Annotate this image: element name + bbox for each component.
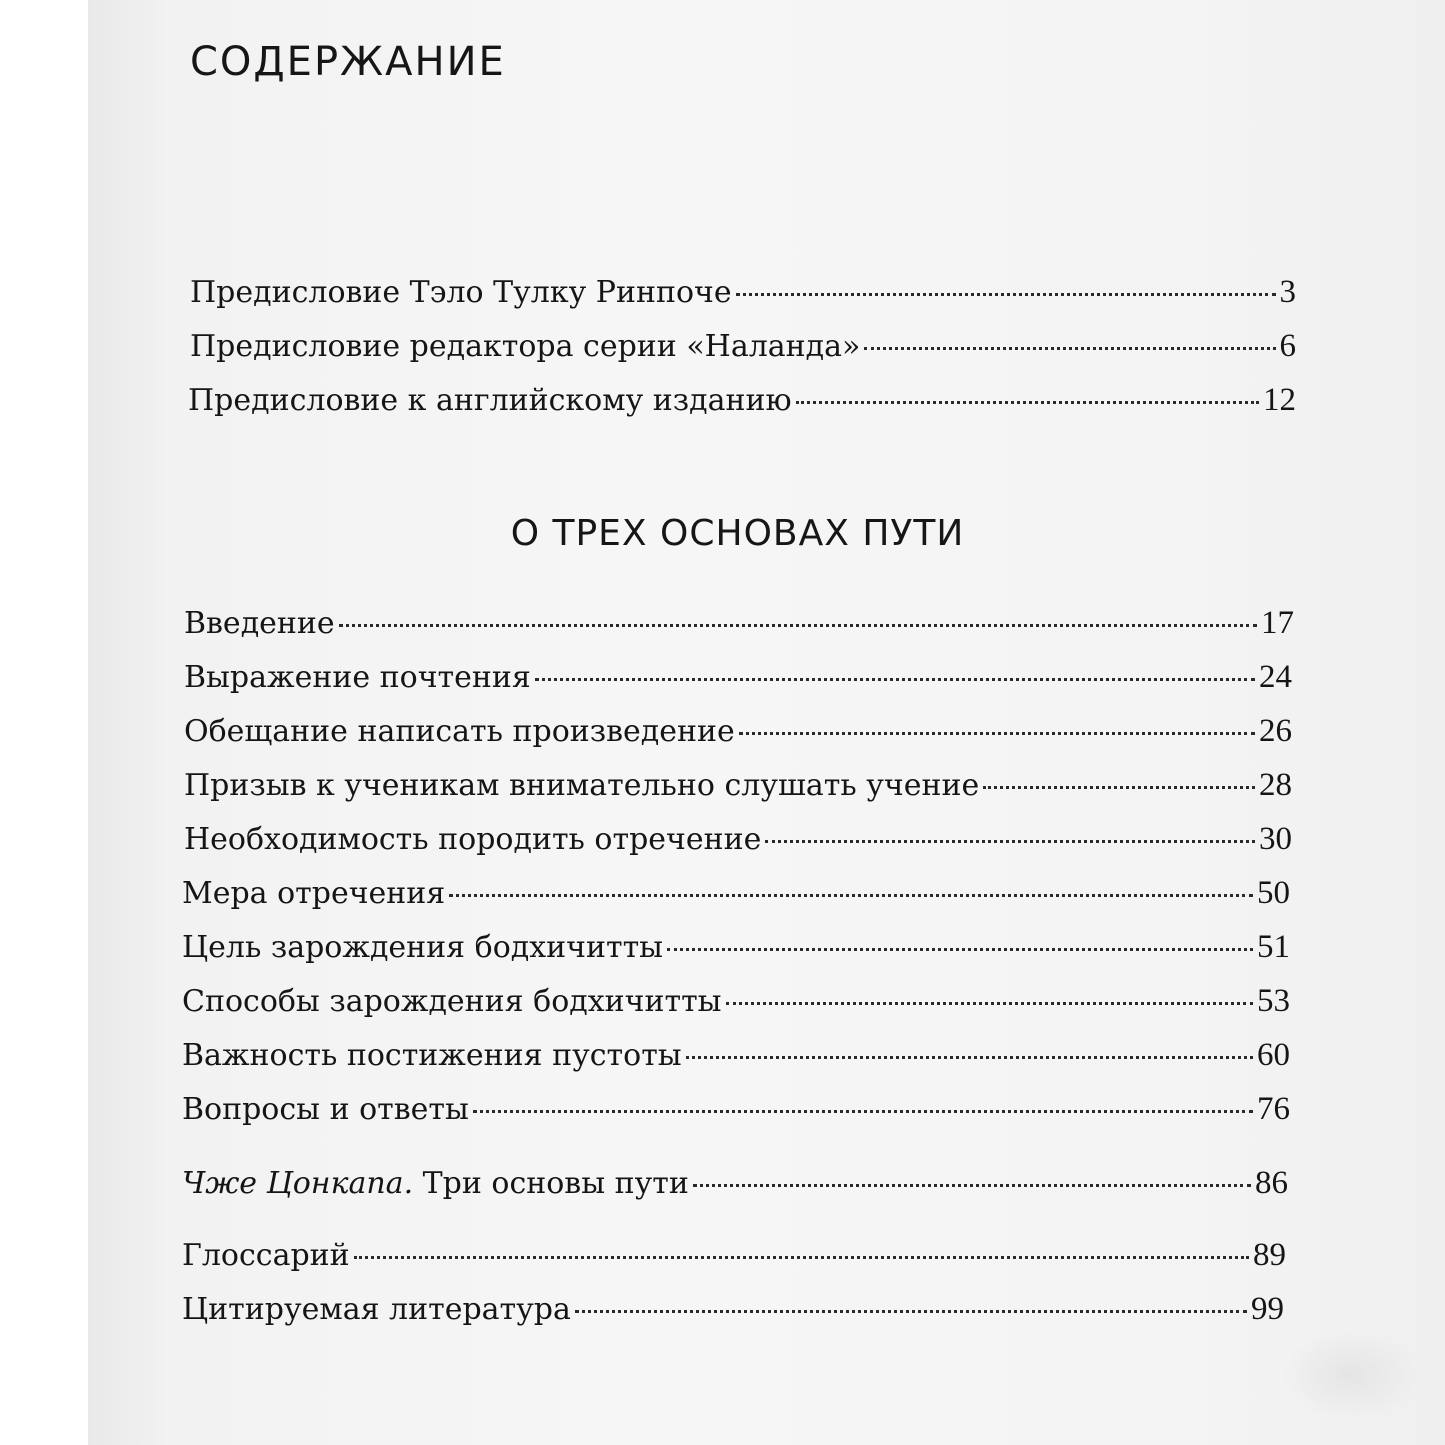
dot-leader — [473, 1110, 1253, 1113]
toc-entry-title: Обещание написать произведение — [184, 714, 735, 749]
toc-entry-page: 89 — [1253, 1237, 1286, 1273]
toc-entry-title: Предисловие редактора серии «Наланда» — [190, 329, 861, 364]
toc-entry[interactable] — [184, 657, 1292, 698]
toc-entry[interactable] — [182, 927, 1290, 968]
toc-entry-page: 24 — [1259, 659, 1292, 695]
toc-entry-title: Предисловие к английскому изданию — [188, 383, 792, 418]
dot-leader — [686, 1056, 1253, 1059]
dot-leader — [739, 732, 1255, 735]
toc-entry-page: 28 — [1259, 767, 1292, 803]
dot-leader — [575, 1310, 1247, 1313]
toc-entry-page: 60 — [1257, 1037, 1290, 1073]
toc-entry-page: 76 — [1257, 1091, 1290, 1127]
toc-entry[interactable] — [182, 1289, 1284, 1330]
toc-entry-title: Цель зарождения бодхичитты — [182, 930, 664, 965]
toc-entry-page: 51 — [1257, 929, 1290, 965]
dot-leader — [864, 347, 1275, 350]
toc-entry[interactable] — [190, 272, 1296, 313]
dot-leader — [765, 840, 1255, 843]
dot-leader — [983, 786, 1255, 789]
toc-entry-title: Предисловие Тэло Тулку Ринпоче — [190, 275, 732, 310]
page-shadow — [1280, 1330, 1420, 1420]
toc-entry-page: 3 — [1279, 274, 1296, 310]
dot-leader — [726, 1002, 1253, 1005]
toc-entry[interactable] — [184, 603, 1294, 644]
toc-entry-title: Важность постижения пустоты — [182, 1038, 682, 1073]
dot-leader — [736, 293, 1276, 296]
toc-entry-title: Способы зарождения бодхичитты — [182, 984, 722, 1019]
toc-entry[interactable] — [184, 711, 1292, 752]
toc-entry-title: Необходимость породить отречение — [184, 822, 762, 857]
toc-entry[interactable] — [184, 819, 1292, 860]
toc-entry[interactable] — [182, 873, 1290, 914]
toc-entry[interactable] — [188, 380, 1296, 421]
toc-entry-page: 12 — [1263, 382, 1296, 418]
root-text-author: Чже Цонкапа. — [182, 1166, 414, 1201]
toc-entry-title — [182, 1164, 689, 1204]
toc-entry-page: 50 — [1257, 875, 1290, 911]
toc-entry-title: Вопросы и ответы — [182, 1092, 469, 1127]
dot-leader — [693, 1184, 1251, 1187]
dot-leader — [339, 624, 1257, 627]
toc-entry[interactable] — [184, 765, 1292, 806]
dot-leader — [796, 401, 1259, 404]
toc-entry-page: 17 — [1261, 605, 1294, 641]
toc-entry-title: Глоссарий — [182, 1238, 350, 1273]
toc-entry-title: Призыв к ученикам внимательно слушать учение — [184, 768, 980, 803]
toc-entry[interactable] — [182, 981, 1290, 1022]
toc-entry-page: 6 — [1279, 328, 1296, 364]
toc-entry-page: 86 — [1255, 1165, 1288, 1201]
dot-leader — [535, 678, 1255, 681]
toc-entry-page: 53 — [1257, 983, 1290, 1019]
toc-entry-page: 26 — [1259, 713, 1292, 749]
toc-entry-title: Мера отречения — [182, 876, 446, 911]
toc-entry-title: Выражение почтения — [184, 660, 531, 695]
toc-entry-page: 99 — [1251, 1291, 1284, 1327]
root-text-title: Три основы пути — [413, 1166, 689, 1201]
dot-leader — [449, 894, 1253, 897]
toc-entry-title: Цитируемая литература — [182, 1292, 571, 1327]
section-title: О ТРЕХ ОСНОВАХ ПУТИ — [510, 513, 965, 554]
toc-entry-page: 30 — [1259, 821, 1292, 857]
contents-heading: СОДЕРЖАНИЕ — [190, 39, 506, 85]
toc-entry[interactable] — [182, 1035, 1290, 1076]
toc-entry-root-text[interactable] — [182, 1163, 1288, 1204]
toc-entry-title: Введение — [184, 606, 335, 641]
toc-entry[interactable] — [182, 1089, 1290, 1130]
toc-entry[interactable] — [182, 1235, 1286, 1276]
dot-leader — [354, 1256, 1249, 1259]
dot-leader — [667, 948, 1253, 951]
toc-entry[interactable] — [190, 326, 1296, 367]
